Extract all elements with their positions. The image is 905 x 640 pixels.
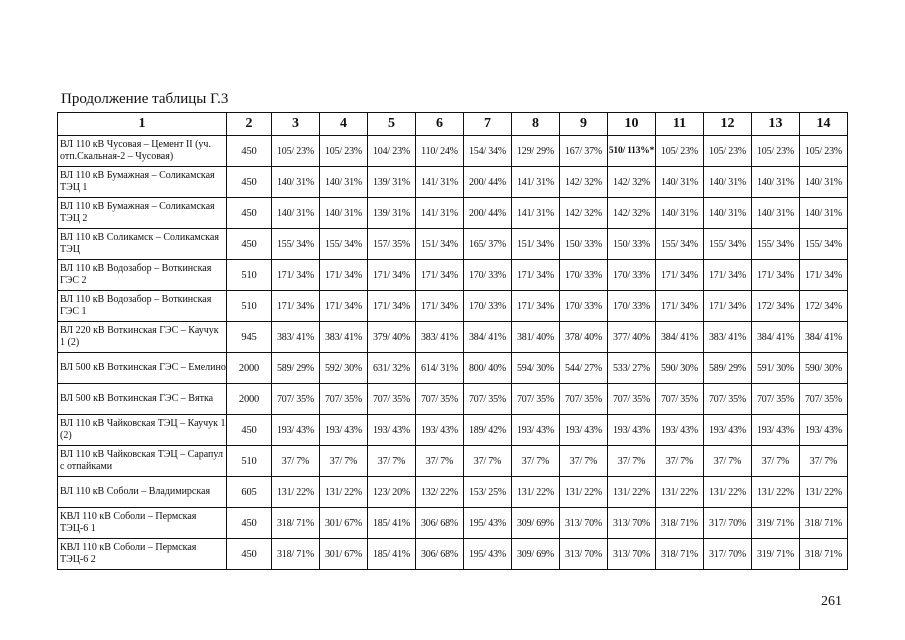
value-cell: 150/ 33% (608, 229, 656, 260)
value-cell: 131/ 22% (704, 477, 752, 508)
limit-cell: 450 (227, 136, 272, 167)
value-cell: 381/ 40% (512, 322, 560, 353)
value-cell: 195/ 43% (464, 508, 512, 539)
value-cell: 189/ 42% (464, 415, 512, 446)
value-cell: 37/ 7% (656, 446, 704, 477)
column-header: 14 (800, 113, 848, 136)
value-cell: 195/ 43% (464, 539, 512, 570)
value-cell: 193/ 43% (800, 415, 848, 446)
limit-cell: 450 (227, 167, 272, 198)
line-name-cell: ВЛ 110 кВ Чусовая – Цемент II (уч. отп.Скальная-2 – Чусовая) (58, 136, 227, 167)
limit-cell: 450 (227, 539, 272, 570)
value-cell: 193/ 43% (320, 415, 368, 446)
column-header: 12 (704, 113, 752, 136)
value-cell: 318/ 71% (272, 508, 320, 539)
value-cell: 165/ 37% (464, 229, 512, 260)
value-cell: 318/ 71% (656, 539, 704, 570)
value-cell: 193/ 43% (512, 415, 560, 446)
value-cell: 140/ 31% (752, 198, 800, 229)
value-cell: 171/ 34% (368, 291, 416, 322)
value-cell: 170/ 33% (464, 260, 512, 291)
value-cell: 313/ 70% (608, 539, 656, 570)
value-cell: 383/ 41% (416, 322, 464, 353)
value-cell: 614/ 31% (416, 353, 464, 384)
limit-cell: 945 (227, 322, 272, 353)
table-caption: Продолжение таблицы Г.3 (61, 91, 229, 107)
value-cell: 37/ 7% (704, 446, 752, 477)
value-cell: 193/ 43% (608, 415, 656, 446)
value-cell: 301/ 67% (320, 508, 368, 539)
value-cell: 631/ 32% (368, 353, 416, 384)
value-cell: 105/ 23% (704, 136, 752, 167)
value-cell: 37/ 7% (752, 446, 800, 477)
value-cell: 155/ 34% (752, 229, 800, 260)
value-cell: 313/ 70% (560, 539, 608, 570)
value-cell: 37/ 7% (416, 446, 464, 477)
value-cell: 594/ 30% (512, 353, 560, 384)
value-cell: 141/ 31% (512, 198, 560, 229)
value-cell: 131/ 22% (800, 477, 848, 508)
value-cell: 193/ 43% (656, 415, 704, 446)
value-cell: 131/ 22% (608, 477, 656, 508)
value-cell: 193/ 43% (416, 415, 464, 446)
value-cell: 171/ 34% (656, 291, 704, 322)
column-header: 11 (656, 113, 704, 136)
value-cell: 317/ 70% (704, 539, 752, 570)
value-cell: 167/ 37% (560, 136, 608, 167)
value-cell: 142/ 32% (608, 167, 656, 198)
value-cell: 383/ 41% (320, 322, 368, 353)
value-cell: 170/ 33% (560, 291, 608, 322)
value-cell: 153/ 25% (464, 477, 512, 508)
value-cell: 510/ 113%* (608, 136, 656, 167)
column-header: 9 (560, 113, 608, 136)
value-cell: 301/ 67% (320, 539, 368, 570)
limit-cell: 605 (227, 477, 272, 508)
table-row (58, 260, 848, 291)
table-row (58, 136, 848, 167)
line-name-cell: ВЛ 110 кВ Водозабор – Воткинская ГЭС 2 (58, 260, 227, 291)
value-cell: 105/ 23% (752, 136, 800, 167)
value-cell: 140/ 31% (272, 167, 320, 198)
value-cell: 171/ 34% (320, 291, 368, 322)
value-cell: 590/ 30% (656, 353, 704, 384)
value-cell: 155/ 34% (704, 229, 752, 260)
value-cell: 306/ 68% (416, 539, 464, 570)
value-cell: 379/ 40% (368, 322, 416, 353)
value-cell: 140/ 31% (752, 167, 800, 198)
value-cell: 172/ 34% (752, 291, 800, 322)
value-cell: 171/ 34% (416, 260, 464, 291)
value-cell: 140/ 31% (800, 198, 848, 229)
value-cell: 140/ 31% (272, 198, 320, 229)
value-cell: 707/ 35% (368, 384, 416, 415)
value-cell: 171/ 34% (752, 260, 800, 291)
value-cell: 155/ 34% (656, 229, 704, 260)
value-cell: 318/ 71% (656, 508, 704, 539)
value-cell: 37/ 7% (800, 446, 848, 477)
value-cell: 141/ 31% (416, 198, 464, 229)
value-cell: 200/ 44% (464, 198, 512, 229)
limit-cell: 450 (227, 415, 272, 446)
line-name-cell: ВЛ 110 кВ Чайковская ТЭЦ – Каучук 1 (2) (58, 415, 227, 446)
value-cell: 142/ 32% (560, 167, 608, 198)
value-cell: 170/ 33% (608, 291, 656, 322)
limit-cell: 450 (227, 229, 272, 260)
column-header: 13 (752, 113, 800, 136)
value-cell: 313/ 70% (608, 508, 656, 539)
value-cell: 37/ 7% (320, 446, 368, 477)
value-cell: 193/ 43% (752, 415, 800, 446)
table-row (58, 198, 848, 229)
value-cell: 170/ 33% (560, 260, 608, 291)
value-cell: 309/ 69% (512, 539, 560, 570)
value-cell: 533/ 27% (608, 353, 656, 384)
line-name-cell: КВЛ 110 кВ Соболи – Пермская ТЭЦ-6 1 (58, 508, 227, 539)
value-cell: 707/ 35% (656, 384, 704, 415)
value-cell: 591/ 30% (752, 353, 800, 384)
value-cell: 309/ 69% (512, 508, 560, 539)
value-cell: 150/ 33% (560, 229, 608, 260)
column-header: 2 (227, 113, 272, 136)
table-row (58, 167, 848, 198)
value-cell: 140/ 31% (656, 167, 704, 198)
value-cell: 105/ 23% (320, 136, 368, 167)
value-cell: 151/ 34% (512, 229, 560, 260)
value-cell: 37/ 7% (368, 446, 416, 477)
value-cell: 131/ 22% (272, 477, 320, 508)
table-row (58, 384, 848, 415)
line-name-cell: ВЛ 500 кВ Воткинская ГЭС – Емелино (58, 353, 227, 384)
value-cell: 707/ 35% (704, 384, 752, 415)
value-cell: 131/ 22% (512, 477, 560, 508)
limit-cell: 510 (227, 260, 272, 291)
line-name-cell: ВЛ 110 кВ Чайковская ТЭЦ – Сарапул с отпайками (58, 446, 227, 477)
value-cell: 37/ 7% (464, 446, 512, 477)
value-cell: 317/ 70% (704, 508, 752, 539)
value-cell: 142/ 32% (560, 198, 608, 229)
value-cell: 170/ 33% (608, 260, 656, 291)
value-cell: 140/ 31% (800, 167, 848, 198)
line-name-cell: ВЛ 110 кВ Бумажная – Соликамская ТЭЦ 1 (58, 167, 227, 198)
limit-cell: 2000 (227, 353, 272, 384)
table-row (58, 353, 848, 384)
value-cell: 171/ 34% (512, 291, 560, 322)
column-header: 4 (320, 113, 368, 136)
value-cell: 155/ 34% (800, 229, 848, 260)
value-cell: 131/ 22% (752, 477, 800, 508)
value-cell: 306/ 68% (416, 508, 464, 539)
column-header: 1 (58, 113, 227, 136)
value-cell: 383/ 41% (272, 322, 320, 353)
value-cell: 319/ 71% (752, 539, 800, 570)
value-cell: 155/ 34% (272, 229, 320, 260)
value-cell: 139/ 31% (368, 167, 416, 198)
value-cell: 104/ 23% (368, 136, 416, 167)
value-cell: 154/ 34% (464, 136, 512, 167)
value-cell: 707/ 35% (464, 384, 512, 415)
limit-cell: 2000 (227, 384, 272, 415)
value-cell: 318/ 71% (800, 508, 848, 539)
value-cell: 131/ 22% (560, 477, 608, 508)
table-row (58, 508, 848, 539)
value-cell: 171/ 34% (656, 260, 704, 291)
value-cell: 140/ 31% (704, 198, 752, 229)
line-name-cell: ВЛ 220 кВ Воткинская ГЭС – Каучук 1 (2) (58, 322, 227, 353)
line-name-cell: ВЛ 500 кВ Воткинская ГЭС – Вятка (58, 384, 227, 415)
table-body (58, 136, 848, 570)
value-cell: 384/ 41% (656, 322, 704, 353)
value-cell: 105/ 23% (272, 136, 320, 167)
value-cell: 319/ 71% (752, 508, 800, 539)
value-cell: 193/ 43% (704, 415, 752, 446)
line-name-cell: ВЛ 110 кВ Соликамск – Соликамская ТЭЦ (58, 229, 227, 260)
value-cell: 37/ 7% (560, 446, 608, 477)
value-cell: 155/ 34% (320, 229, 368, 260)
value-cell: 707/ 35% (512, 384, 560, 415)
value-cell: 185/ 41% (368, 539, 416, 570)
limit-cell: 510 (227, 291, 272, 322)
value-cell: 707/ 35% (560, 384, 608, 415)
value-cell: 589/ 29% (272, 353, 320, 384)
value-cell: 318/ 71% (800, 539, 848, 570)
value-cell: 707/ 35% (416, 384, 464, 415)
value-cell: 110/ 24% (416, 136, 464, 167)
value-cell: 142/ 32% (608, 198, 656, 229)
line-name-cell: КВЛ 110 кВ Соболи – Пермская ТЭЦ-6 2 (58, 539, 227, 570)
value-cell: 37/ 7% (512, 446, 560, 477)
column-header: 10 (608, 113, 656, 136)
value-cell: 193/ 43% (560, 415, 608, 446)
value-cell: 384/ 41% (464, 322, 512, 353)
value-cell: 313/ 70% (560, 508, 608, 539)
value-cell: 171/ 34% (704, 291, 752, 322)
value-cell: 592/ 30% (320, 353, 368, 384)
limit-cell: 450 (227, 508, 272, 539)
value-cell: 707/ 35% (272, 384, 320, 415)
value-cell: 170/ 33% (464, 291, 512, 322)
value-cell: 140/ 31% (656, 198, 704, 229)
table-row (58, 291, 848, 322)
value-cell: 707/ 35% (752, 384, 800, 415)
value-cell: 157/ 35% (368, 229, 416, 260)
table-row (58, 477, 848, 508)
value-cell: 707/ 35% (608, 384, 656, 415)
value-cell: 140/ 31% (704, 167, 752, 198)
value-cell: 707/ 35% (800, 384, 848, 415)
column-header: 5 (368, 113, 416, 136)
value-cell: 171/ 34% (368, 260, 416, 291)
value-cell: 193/ 43% (272, 415, 320, 446)
value-cell: 378/ 40% (560, 322, 608, 353)
value-cell: 589/ 29% (704, 353, 752, 384)
value-cell: 590/ 30% (800, 353, 848, 384)
line-name-cell: ВЛ 110 кВ Водозабор – Воткинская ГЭС 1 (58, 291, 227, 322)
value-cell: 129/ 29% (512, 136, 560, 167)
value-cell: 171/ 34% (272, 260, 320, 291)
value-cell: 171/ 34% (704, 260, 752, 291)
limit-cell: 510 (227, 446, 272, 477)
column-header: 7 (464, 113, 512, 136)
value-cell: 141/ 31% (512, 167, 560, 198)
column-header: 8 (512, 113, 560, 136)
line-name-cell: ВЛ 110 кВ Бумажная – Соликамская ТЭЦ 2 (58, 198, 227, 229)
value-cell: 37/ 7% (608, 446, 656, 477)
limit-cell: 450 (227, 198, 272, 229)
value-cell: 171/ 34% (416, 291, 464, 322)
value-cell: 171/ 34% (320, 260, 368, 291)
table-row (58, 446, 848, 477)
value-cell: 318/ 71% (272, 539, 320, 570)
table-row (58, 415, 848, 446)
column-header: 3 (272, 113, 320, 136)
value-cell: 151/ 34% (416, 229, 464, 260)
column-header: 6 (416, 113, 464, 136)
table-row (58, 539, 848, 570)
value-cell: 383/ 41% (704, 322, 752, 353)
value-cell: 140/ 31% (320, 167, 368, 198)
value-cell: 123/ 20% (368, 477, 416, 508)
value-cell: 172/ 34% (800, 291, 848, 322)
value-cell: 185/ 41% (368, 508, 416, 539)
page-number: 261 (821, 594, 842, 609)
value-cell: 544/ 27% (560, 353, 608, 384)
value-cell: 800/ 40% (464, 353, 512, 384)
value-cell: 131/ 22% (320, 477, 368, 508)
value-cell: 200/ 44% (464, 167, 512, 198)
value-cell: 132/ 22% (416, 477, 464, 508)
value-cell: 141/ 31% (416, 167, 464, 198)
value-cell: 140/ 31% (320, 198, 368, 229)
line-name-cell: ВЛ 110 кВ Соболи – Владимирская (58, 477, 227, 508)
value-cell: 131/ 22% (656, 477, 704, 508)
value-cell: 105/ 23% (656, 136, 704, 167)
value-cell: 37/ 7% (272, 446, 320, 477)
value-cell: 384/ 41% (752, 322, 800, 353)
table-row (58, 322, 848, 353)
value-cell: 139/ 31% (368, 198, 416, 229)
value-cell: 707/ 35% (320, 384, 368, 415)
value-cell: 171/ 34% (512, 260, 560, 291)
value-cell: 171/ 34% (272, 291, 320, 322)
value-cell: 377/ 40% (608, 322, 656, 353)
value-cell: 193/ 43% (368, 415, 416, 446)
value-cell: 171/ 34% (800, 260, 848, 291)
data-table (57, 112, 848, 570)
table-row (58, 229, 848, 260)
value-cell: 105/ 23% (800, 136, 848, 167)
header-row (58, 113, 848, 136)
value-cell: 384/ 41% (800, 322, 848, 353)
